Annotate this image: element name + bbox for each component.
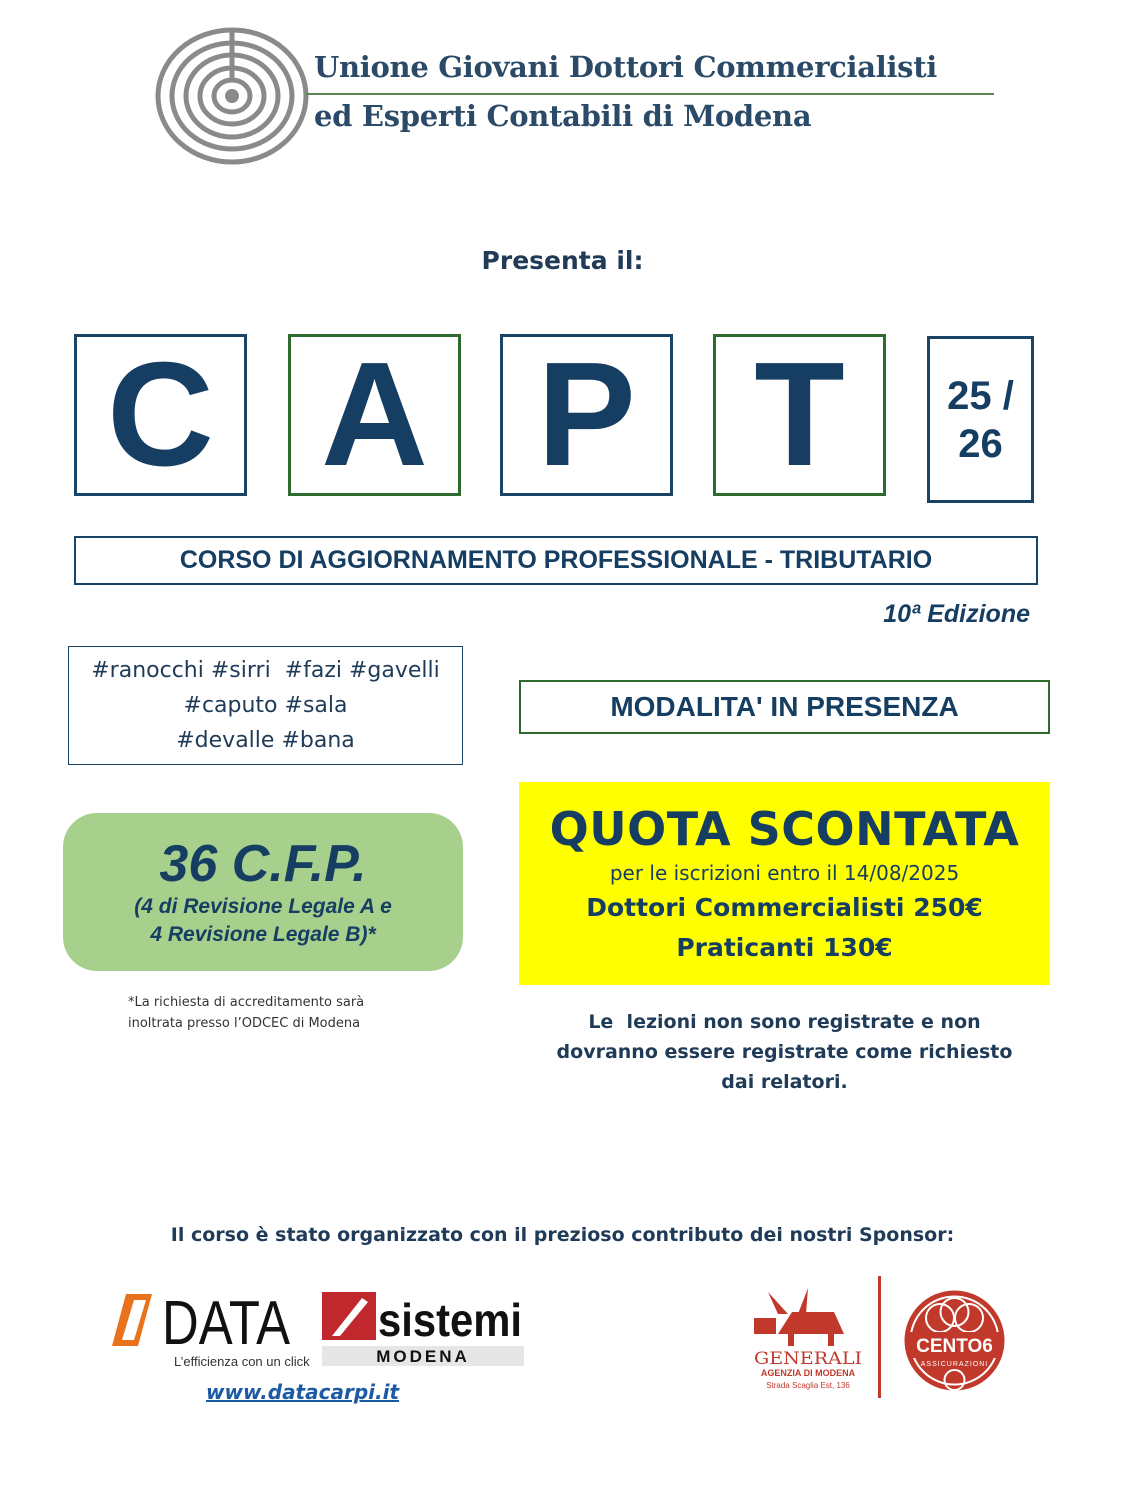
generali-agency-text: AGENZIA DI MODENA: [760, 1368, 856, 1378]
acronym-letter-t: T: [713, 334, 886, 496]
datacarpi-link[interactable]: www.datacarpi.it: [206, 1380, 400, 1404]
speaker-tags-box: [68, 646, 463, 765]
sponsors-intro: Il corso è stato organizzato con il prezioso contributo dei nostri Sponsor:: [170, 1224, 955, 1246]
accreditation-note-line2: inoltrata presso l’ODCEC di Modena: [128, 1016, 361, 1031]
data-brand-text: DATA: [162, 1289, 291, 1358]
acronym-letter-a: A: [288, 334, 461, 496]
cento6-sponsor-logo: [902, 1288, 1007, 1393]
sistemi-sponsor-logo: [322, 1288, 524, 1370]
year-bottom: 26: [958, 421, 1003, 466]
sistemi-brand-text: sistemi: [378, 1294, 522, 1346]
winged-lion-icon: [754, 1288, 844, 1346]
labyrinth-logo-icon: [150, 20, 310, 165]
organization-name-line1: Unione Giovani Dottori Commercialisti: [314, 50, 938, 84]
sponsor-divider: [878, 1276, 881, 1398]
cento6-brand-text: CENTO6: [916, 1336, 993, 1357]
generali-sponsor-logo: [748, 1284, 868, 1394]
discount-fee-box: [519, 782, 1050, 985]
discount-title: QUOTA SCONTATA: [549, 801, 1020, 856]
price-praticanti: Praticanti 130€: [676, 932, 893, 962]
credits-badge: [63, 813, 463, 971]
generali-brand-text: GENERALI: [754, 1349, 862, 1369]
discount-deadline: per le iscrizioni entro il 14/08/2025: [609, 860, 960, 885]
recording-notice-line2: dovranno essere registrate come richiesto: [556, 1041, 1013, 1063]
course-title: CORSO DI AGGIORNAMENTO PROFESSIONALE - TRIBUTARIO: [74, 536, 1038, 585]
edition-label: 10ª Edizione: [883, 600, 1030, 628]
year-top: 25 /: [947, 373, 1014, 418]
sistemi-city-text: MODENA: [376, 1347, 470, 1366]
recording-notice-line1: Le lezioni non sono registrate e non: [588, 1011, 981, 1033]
recording-notice: [519, 1007, 1050, 1097]
accreditation-note: [128, 992, 428, 1034]
accreditation-note-line1: *La richiesta di accreditamento sarà: [128, 995, 365, 1010]
tags-line3: #devalle #bana: [176, 728, 355, 753]
credits-detail-line1: (4 di Revisione Legale A e: [134, 895, 392, 918]
acronym-letter-p: P: [500, 334, 673, 496]
tags-line1: #ranocchi #sirri #fazi #gavelli: [91, 658, 440, 683]
academic-year-box: [927, 336, 1034, 503]
credits-title: 36 C.F.P.: [159, 835, 367, 893]
acronym-letter-c: C: [74, 334, 247, 496]
generali-address-text: Strada Scaglia Est, 136: [766, 1381, 850, 1390]
price-commercialisti: Dottori Commercialisti 250€: [586, 892, 983, 922]
cento6-sub-text: ASSICURAZIONI: [920, 1361, 989, 1368]
attendance-mode-box: MODALITA' IN PRESENZA: [519, 680, 1050, 734]
data-tagline: L’efficienza con un click: [174, 1354, 310, 1369]
data-sponsor-logo: [112, 1288, 310, 1372]
recording-notice-line3: dai relatori.: [721, 1071, 848, 1093]
tags-line2: #caputo #sala: [183, 693, 348, 718]
intro-text: Presenta il:: [481, 246, 644, 275]
credits-detail-line2: 4 Revisione Legale B)*: [150, 923, 376, 946]
header-divider: [306, 93, 994, 95]
organization-name-line2: ed Esperti Contabili di Modena: [314, 99, 812, 133]
